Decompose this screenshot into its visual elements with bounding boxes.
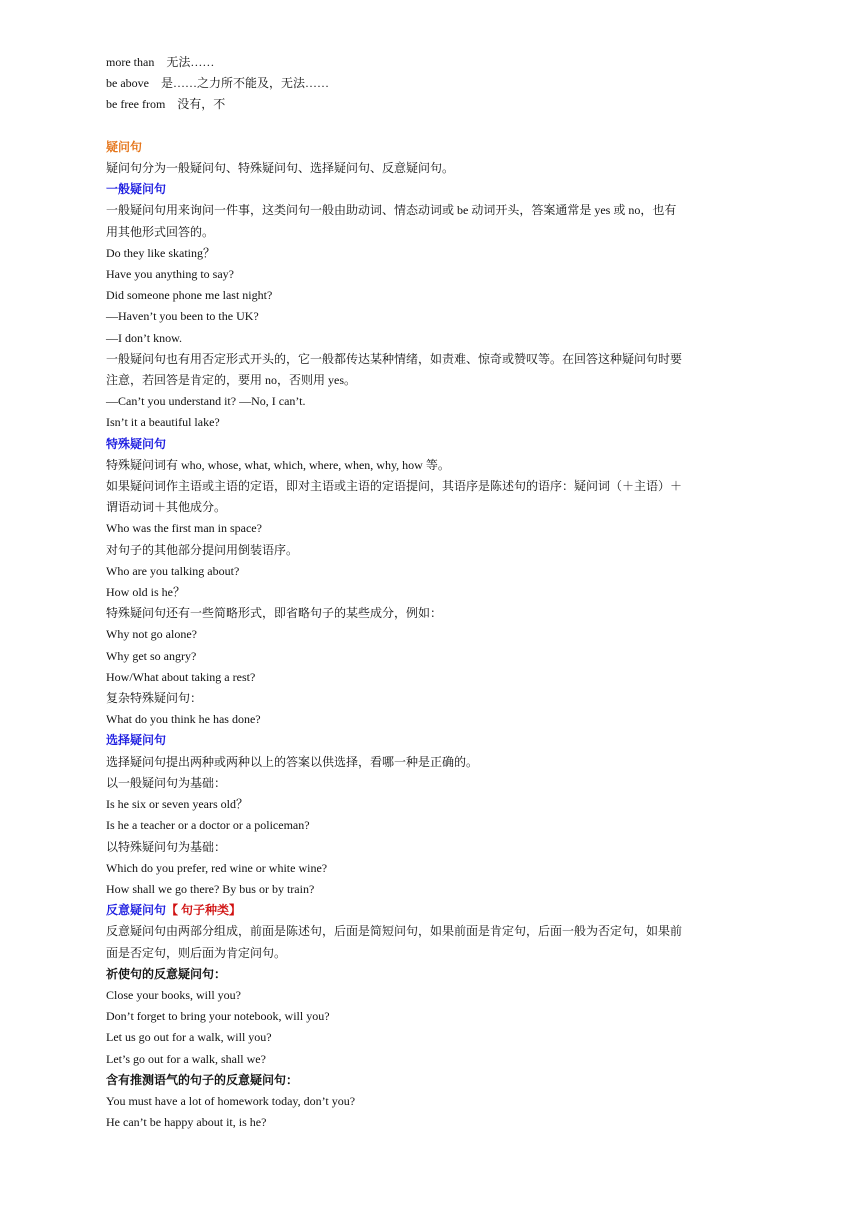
example-line: —Haven’t you been to the UK?: [106, 309, 259, 324]
example-line: Close your books, will you?: [106, 987, 241, 1002]
example-line: Do they like skating？: [106, 245, 215, 260]
spacer: [106, 116, 686, 137]
vocab-item: [106, 52, 686, 73]
text-line: 对句子的其他部分提问用倒装语序。: [106, 542, 299, 557]
text-line: How old is he？: [106, 585, 185, 600]
heading-tag-question-row: [106, 900, 686, 921]
text-line: Is he a teacher or a doctor or a policeman?: [106, 818, 310, 833]
text-line: How shall we go there? By bus or by train?: [106, 881, 315, 896]
example-line: Don’t forget to bring your notebook, will you?: [106, 1009, 330, 1024]
vocab-meaning: 没有，不: [177, 97, 226, 112]
vocab-meaning: 是……之力所不能及，无法……: [160, 76, 329, 91]
paragraph: 反意疑问句由两部分组成，前面是陈述句，后面是简短问句，如果前面是肯定句，后面一般为否定句，如果前面是否定句，则后面为肯定问句。: [106, 924, 683, 960]
example-line: Let us go out for a walk, will you?: [106, 1030, 272, 1045]
vocab-meaning: 无法……: [166, 55, 215, 69]
vocab-term: be free from: [106, 97, 166, 112]
text-line: Is he six or seven years old？: [106, 797, 248, 812]
category-tag-link[interactable]: 【 句子种类】: [166, 903, 242, 918]
text-line: 特殊疑问词有 who, whose, what, which, where, when, why, how 等。: [106, 457, 450, 472]
heading-alternative-question: 选择疑问句: [106, 733, 167, 748]
text-line: 选择疑问句提出两种或两种以上的答案以供选择，看哪一种是正确的。: [106, 754, 479, 769]
heading-special-question: 特殊疑问句: [106, 436, 167, 451]
example-line: Did someone phone me last night?: [106, 288, 273, 303]
example-line: Have you anything to say?: [106, 267, 234, 282]
vocab-item: [106, 73, 686, 94]
text-line: What do you think he has done?: [106, 712, 261, 727]
text-line: 以一般疑问句为基础：: [106, 775, 227, 790]
example-line: You must have a lot of homework today, don’t you?: [106, 1093, 356, 1108]
document-page: [106, 52, 686, 1133]
example-line: He can’t be happy about it, is he?: [106, 1115, 267, 1130]
text-line: 复杂特殊疑问句：: [106, 691, 203, 706]
text-line: Who are you talking about?: [106, 563, 240, 578]
example-line: —Can’t you understand it? —No, I can’t.: [106, 394, 306, 409]
subheading: 含有推测语气的句子的反意疑问句：: [106, 1072, 299, 1087]
text-line: How/What about taking a rest?: [106, 669, 256, 684]
vocab-item: [106, 94, 686, 115]
vocab-term: be above: [106, 76, 149, 91]
paragraph: 一般疑问句也有用否定形式开头的，它一般都传达某种情绪，如责难、惊奇或赞叹等。在回答这种疑问句时要注意，若回答是肯定的，要用 no，否则用 yes。: [106, 351, 683, 388]
text-line: Who was the first man in space?: [106, 521, 262, 536]
section-title: 疑问句: [106, 139, 143, 154]
paragraph: 如果疑问词作主语或主语的定语，即对主语或主语的定语提问，其语序是陈述句的语序：疑问词（＋主语）＋谓语动词＋其他成分。: [106, 479, 683, 515]
example-line: Isn’t it a beautiful lake?: [106, 415, 220, 430]
intro-text: 疑问句分为一般疑问句、特殊疑问句、选择疑问句、反意疑问句。: [106, 161, 455, 175]
heading-general-question: 一般疑问句: [106, 182, 167, 197]
text-line: Why not go alone?: [106, 627, 197, 642]
text-line: Why get so angry?: [106, 648, 197, 663]
text-line: 以特殊疑问句为基础：: [106, 839, 227, 854]
example-line: —I don’t know.: [106, 330, 182, 345]
heading-tag-question: 反意疑问句: [106, 903, 167, 918]
paragraph: 一般疑问句用来询问一件事，这类问句一般由助动词、情态动词或 be 动词开头，答案通常是 yes 或 no，也有用其他形式回答的。: [106, 203, 677, 239]
example-line: Let’s go out for a walk, shall we?: [106, 1051, 266, 1066]
text-line: 特殊疑问句还有一些简略形式，即省略句子的某些成分，例如：: [106, 606, 443, 621]
subheading: 祈使句的反意疑问句：: [106, 966, 227, 981]
vocab-term: more than: [106, 55, 155, 69]
text-line: Which do you prefer, red wine or white wine?: [106, 860, 328, 875]
